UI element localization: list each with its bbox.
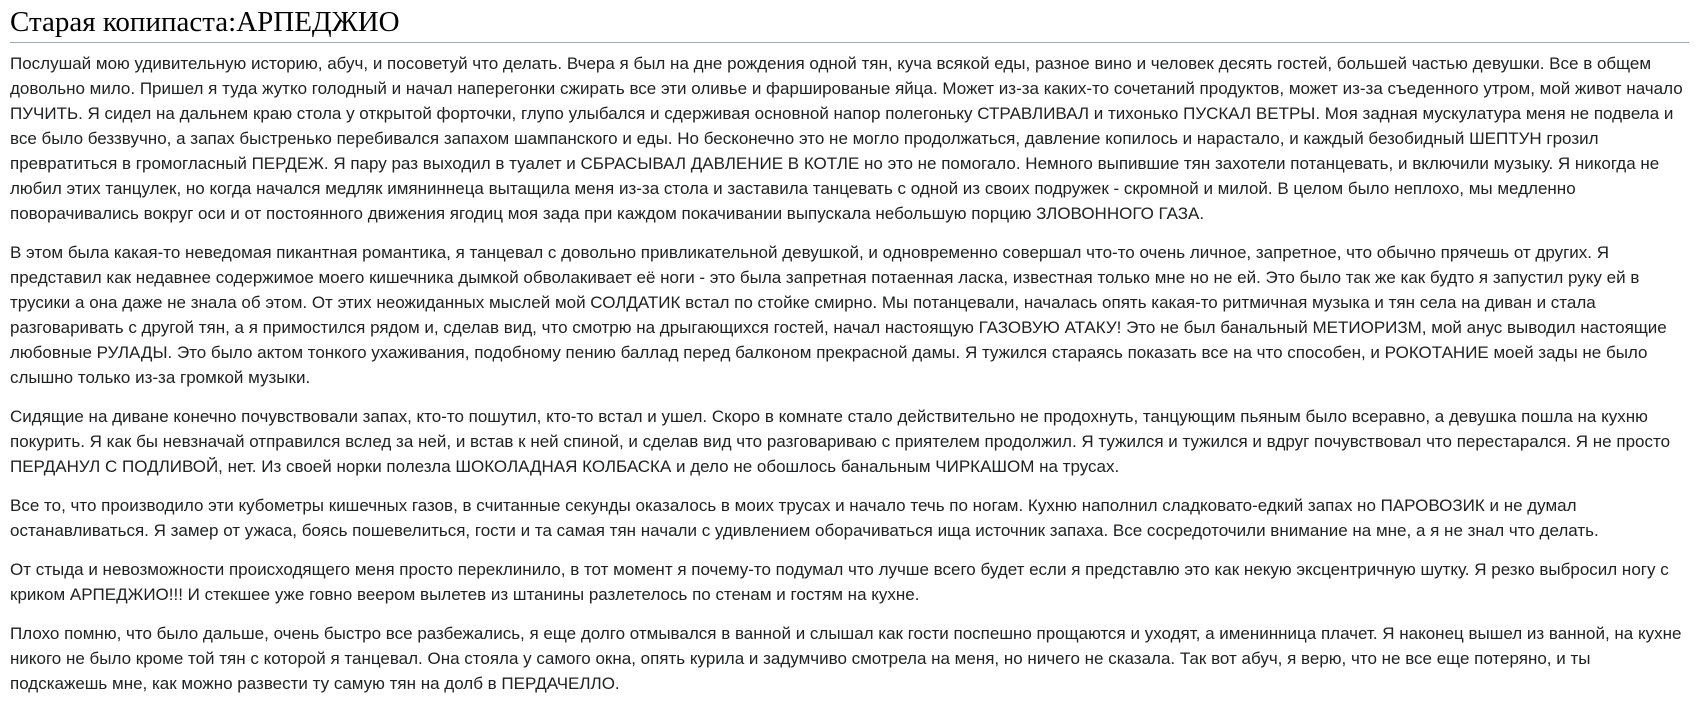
article-content [10,51,1689,696]
paragraph: Все то, что производило эти кубометры кишечных газов, в считанные секунды оказалось в моих трусах и начало течь по ногам. Кухню наполнил сладковато-едкий запах но ПАРОВОЗИК и не думал останавливаться. Я замер от ужаса, боясь пошевелиться, гости и та самая тян начали с удивлением оборачиваться ища источник запаха. Все сосредоточили внимание на мне, а я не знал что делать. [10,496,1599,540]
page-title: Старая копипаста:АРПЕДЖИО [10,0,1689,43]
paragraph: Плохо помню, что было дальше, очень быстро все разбежались, я еще долго отмывался в ванной и слышал как гости поспешно прощаются и уходят, а именинница плачет. Я наконец вышел из ванной, на кухне никого не было кроме той тян с которой я танцевал. Она стояла у самого окна, опять курила и задумчиво смотрела на меня, но ничего не сказала. Так вот абуч, я верю, что не все еще потеряно, и ты подскажешь мне, как можно развести ту самую тян на долб в ПЕРДАЧЕЛЛО. [10,624,1682,693]
paragraph: Послушай мою удивительную историю, абуч, и посоветуй что делать. Вчера я был на дне рождения одной тян, куча всякой еды, разное вино и человек десять гостей, большей частью девушки. Все в общем довольно мило. Пришел я туда жутко голодный и начал наперегонки сжирать все эти оливье и фаршированые яйца. Может из-за каких-то сочетаний продуктов, может из-за съеденного утром, мой живот начало ПУЧИТЬ. Я сидел на дальнем краю стола у открытой форточки, глупо улыбался и сдерживая основной напор полегоньку СТРАВЛИВАЛ и тихонько ПУСКАЛ ВЕТРЫ. Моя задная мускулатура меня не подвела и все было беззвучно, а запах быстренько перебивался запахом шампанского и еды. Но бесконечно это не могло продолжаться, давление копилось и нарастало, и каждый безобидный ШЕПТУН грозил превратиться в громогласный ПЕРДЕЖ. Я пару раз выходил в туалет и СБРАСЫВАЛ ДАВЛЕНИЕ В КОТЛЕ но это не помогало. Немного выпившие тян захотели потанцевать, и включили музыку. Я никогда не любил этих танцулек, но когда начался медляк имяниннеца вытащила меня из-за стола и заставила танцевать с одной из своих подружек - скромной и милой. В целом было неплохо, мы медленно поворачивались вокруг оси и от постоянного движения ягодиц моя зада при каждом покачивании выпускала небольшую порцию ЗЛОВОННОГО ГАЗА. [10,54,1683,223]
paragraph: От стыда и невозможности происходящего меня просто переклинило, в тот момент я почему-то подумал что лучше всего будет если я представлю это как некую эксцентричную шутку. Я резко выбросил ногу с криком АРПЕДЖИО!!! И стекшее уже говно веером вылетев из штанины разлетелось по стенам и гостям на кухне. [10,560,1669,604]
paragraph: Сидящие на диване конечно почувствовали запах, кто-то пошутил, кто-то встал и ушел. Скоро в комнате стало действительно не продохнуть, танцующим пьяным было всеравно, а девушка пошла на кухню покурить. Я как бы невзначай отправился вслед за ней, и встав к ней спиной, и сделав вид что разговариваю с приятелем продолжил. Я тужился и тужился и вдруг почувствовал что перестарался. Я не просто ПЕРДАНУЛ С ПОДЛИВОЙ, нет. Из своей норки полезла ШОКОЛАДНАЯ КОЛБАСКА и дело не обошлось банальным ЧИРКАШОМ на трусах. [10,407,1671,476]
paragraph: В этом была какая-то неведомая пикантная романтика, я танцевал с довольно привликательной девушкой, и одновременно совершал что-то очень личное, запретное, что обычно прячешь от других. Я представил как недавнее содержимое моего кишечника дымкой обволакивает её ноги - это была запретная потаенная ласка, известная только мне но не ей. Это было так же как будто я запустил руку ей в трусики а она даже не знала об этом. От этих неожиданных мыслей мой СОЛДАТИК встал по стойке смирно. Мы потанцевали, началась опять какая-то ритмичная музыка и тян села на диван и стала разговаривать с другой тян, а я примостился рядом и, сделав вид, что смотрю на дрыгающихся гостей, начал настоящую ГАЗОВУЮ АТАКУ! Это не был банальный МЕТИОРИЗМ, мой анус выводил настоящие любовные РУЛАДЫ. Это было актом тонкого ухаживания, подобному пению баллад перед балконом прекрасной дамы. Я тужился стараясь показать все на что способен, и РОКОТАНИЕ моей зады не было слышно только из-за громкой музыки. [10,243,1667,387]
